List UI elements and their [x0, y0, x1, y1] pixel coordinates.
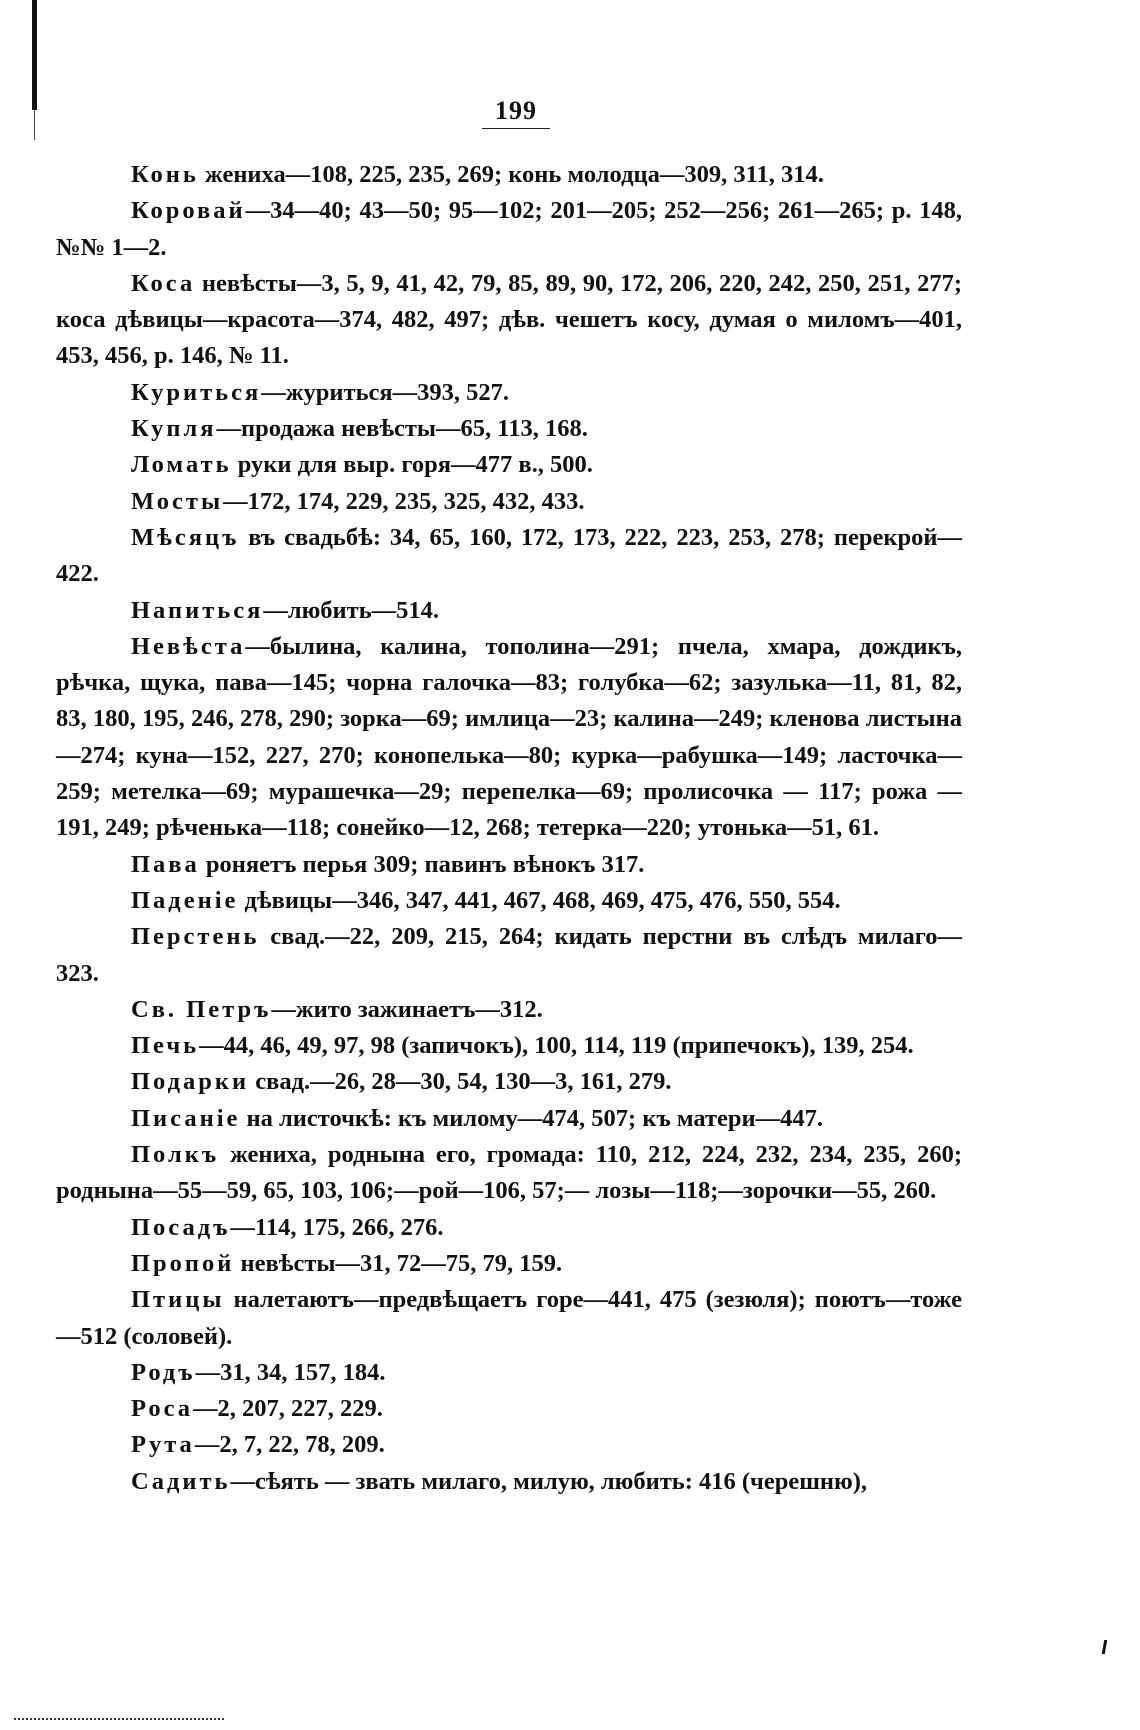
entry-headword: Ломать [131, 451, 232, 479]
entry-headword: Пава [131, 850, 200, 878]
entry-references: въ свадьбѣ: 34, 65, 160, 172, 173, 222, 223, 253, 278; перекрой—422. [56, 523, 962, 588]
index-entry [56, 411, 962, 447]
index-entry [56, 484, 962, 520]
entry-headword: Невѣста [131, 632, 246, 660]
entry-headword: Посадъ [131, 1213, 231, 1241]
entry-references: —былина, калина, тополина—291; пчела, хмара, дождикъ, рѣчка, щука, пава—145; чорна галочка—83; голубка—62; зазулька—11, 81, 82, 83, 180, 195, 246, 278, 290; зорка—69; имлица—23; калина—249; кленова листына—274; куна—152, 227, 270; конопелька—80; курка—рабушка—149; ласточка—259; метелка—69; мурашечка—29; перепелка—69; пролисочка — 117; рожа — 191, 249; рѣченька—118; сонейко—12, 268; тетерка—220; утонька—51, 61. [56, 632, 962, 842]
entry-references: —31, 34, 157, 184. [195, 1358, 386, 1386]
entry-headword: Напиться [131, 596, 264, 624]
entry-references: —продажа невѣсты—65, 113, 168. [216, 415, 588, 443]
entry-headword: Мосты [131, 487, 224, 515]
index-entry [56, 1391, 962, 1427]
entry-headword: Коса [131, 269, 196, 297]
entry-references: роняетъ перья 309; павинъ вѣнокъ 317. [199, 850, 645, 878]
entry-references: —журиться—393, 527. [261, 378, 510, 406]
entry-headword: Куриться [131, 378, 262, 406]
entry-headword: Паденіе [131, 886, 239, 914]
entry-headword: Мѣсяцъ [131, 523, 240, 551]
entry-references: свад.—26, 28—30, 54, 130—3, 161, 279. [249, 1068, 672, 1096]
page-number-underline [482, 128, 550, 129]
index-entry [56, 520, 962, 593]
entry-references: —сѣять — звать милаго, милую, любить: 416 (черешню), [230, 1467, 868, 1495]
entry-references: руки для выр. горя—477 в., 500. [231, 451, 593, 479]
binding-edge-line-thin [34, 110, 35, 140]
entry-references: —114, 175, 266, 276. [230, 1213, 444, 1241]
index-entry [56, 1427, 962, 1463]
index-entry [56, 157, 962, 193]
entry-headword: Перстень [131, 923, 260, 951]
entry-references: невѣсты—3, 5, 9, 41, 42, 79, 85, 89, 90, 172, 206, 220, 242, 250, 251, 277; коса дѣвицы—красота—374, 482, 497; дѣв. чешетъ косу, думая о миломъ—401, 453, 456, р. 146, № 11. [56, 269, 962, 370]
entry-references: —34—40; 43—50; 95—102; 201—205; 252—256; 261—265; р. 148, №№ 1—2. [56, 197, 962, 261]
index-entry [56, 883, 962, 919]
entry-headword: Рута [131, 1431, 195, 1459]
entry-headword: Полкъ [131, 1141, 220, 1169]
entry-references: на листочкѣ: къ милому—474, 507; къ матери—447. [240, 1104, 824, 1132]
entry-references: дѣвицы—346, 347, 441, 467, 468, 469, 475, 476, 550, 554. [238, 886, 841, 914]
entry-headword: Пропой [131, 1249, 235, 1277]
entry-headword: Коровай [131, 197, 246, 225]
index-entries [56, 157, 962, 1500]
entry-references: —любить—514. [263, 596, 440, 624]
page-number: 199 [495, 96, 537, 125]
entry-headword: Св. Петръ [131, 995, 272, 1023]
index-entry [56, 193, 962, 266]
index-entry [56, 1028, 962, 1064]
index-entry [56, 1464, 962, 1500]
index-entry [56, 1282, 962, 1355]
entry-references: —2, 207, 227, 229. [193, 1395, 383, 1423]
entry-references: невѣсты—31, 72—75, 79, 159. [234, 1249, 563, 1277]
entry-references: —44, 46, 49, 97, 98 (запичокъ), 100, 114, 119 (припечокъ), 139, 254. [199, 1032, 914, 1060]
entry-headword: Подарки [131, 1068, 250, 1096]
index-entry [56, 1355, 962, 1391]
index-entry [56, 266, 962, 375]
entry-references: жениха—108, 225, 235, 269; конь молодца—309, 311, 314. [198, 161, 824, 188]
index-entry [56, 375, 962, 411]
entry-references: налетаютъ—предвѣщаетъ горе—441, 475 (зезюля); поютъ—тоже—512 (соловей). [56, 1286, 962, 1350]
entry-headword: Купля [131, 415, 217, 443]
index-entry [56, 629, 962, 847]
entry-headword: Печь [131, 1032, 200, 1060]
index-entry [56, 593, 962, 629]
index-entry [56, 447, 962, 483]
index-entry [56, 1064, 962, 1100]
entry-headword: Птицы [131, 1286, 225, 1314]
entry-headword: Садить [131, 1467, 231, 1495]
entry-headword: Писаніе [131, 1104, 241, 1132]
index-entry [56, 1210, 962, 1246]
index-entry [56, 1137, 962, 1210]
entry-headword: Роса [131, 1395, 194, 1423]
entry-references: жениха, роднына его, громада: 110, 212, 224, 232, 234, 235, 260; роднына—55—59, 65, 103, 106;—рой—106, 57;— лозы—118;—зорочки—55, 260. [56, 1141, 962, 1205]
entry-references: свад.—22, 209, 215, 264; кидать перстни въ слѣдъ милаго—323. [56, 923, 962, 987]
index-entry [56, 992, 962, 1028]
entry-references: —жито зажинаетъ—312. [271, 995, 543, 1023]
index-entry [56, 919, 962, 992]
index-entry [56, 1101, 962, 1137]
index-entry [56, 1246, 962, 1282]
entry-references: —172, 174, 229, 235, 325, 432, 433. [223, 487, 585, 515]
bottom-dotted-line [14, 1718, 224, 1720]
margin-mark [1102, 1640, 1107, 1654]
index-entry [56, 847, 962, 883]
binding-edge-line [32, 0, 37, 110]
entry-headword: Родъ [131, 1358, 196, 1386]
entry-headword: Конь [131, 161, 199, 188]
entry-references: —2, 7, 22, 78, 209. [194, 1431, 385, 1459]
